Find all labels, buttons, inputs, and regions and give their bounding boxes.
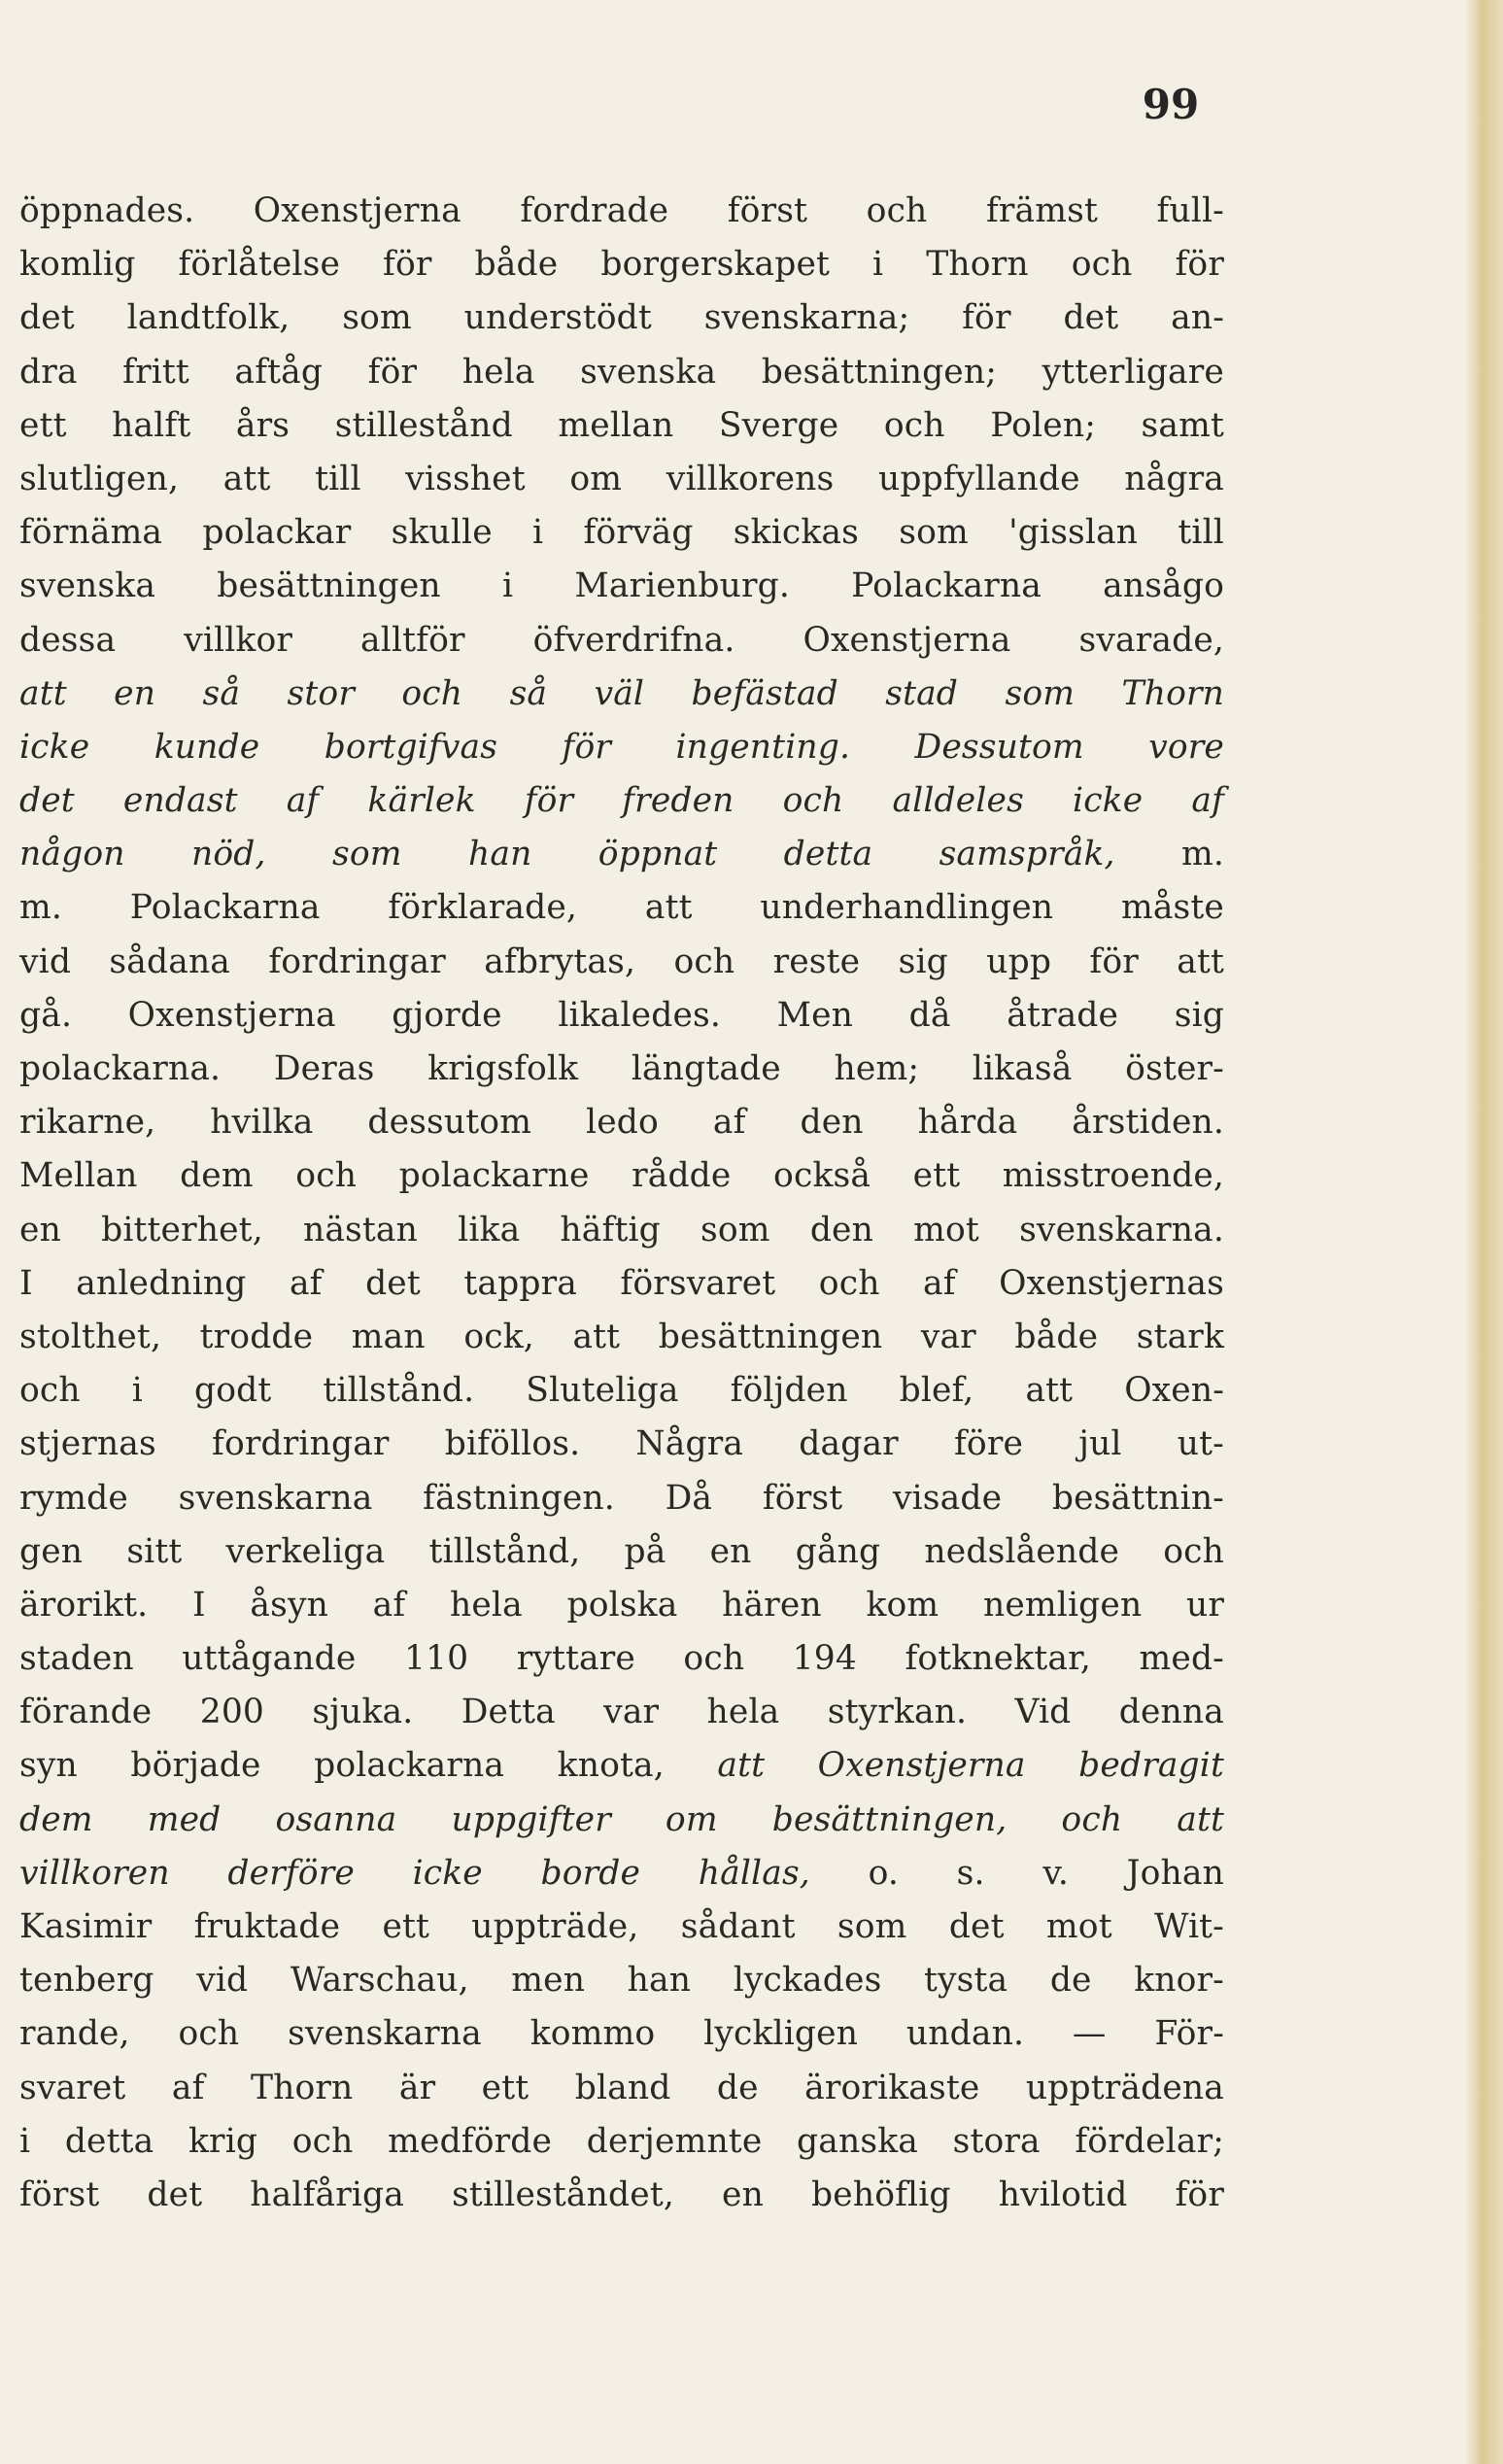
text-line-italic: icke kunde bortgifvas för ingenting. Dessutom vore — [19, 727, 1224, 767]
text-line: i detta krig och medförde derjemnte ganska stora fördelar; — [19, 2121, 1224, 2161]
text-line: stolthet, trodde man ock, att besättningen var både stark — [19, 1317, 1224, 1356]
text-line: staden uttågande 110 ryttare och 194 fotknektar, med- — [19, 1639, 1224, 1679]
text-line: stjernas fordringar biföllos. Några dagar före jul ut- — [19, 1424, 1224, 1464]
text-line-italic: dem med osanna uppgifter om besättningen, och att — [19, 1799, 1224, 1839]
text-line: det landtfolk, som understödt svenskarna; för det an- — [19, 298, 1224, 338]
text-line: öppnades. Oxenstjerna fordrade först och främst full- — [19, 191, 1224, 230]
text-line: m. Polackarna förklarade, att underhandlingen måste — [19, 888, 1224, 928]
text-line: ärorikt. I åsyn af hela polska hären kom nemligen ur — [19, 1585, 1224, 1625]
text-line: svaret af Thorn är ett bland de ärorikaste uppträdena — [19, 2068, 1224, 2107]
text-line: gå. Oxenstjerna gjorde likaledes. Men då åtrade sig — [19, 995, 1224, 1035]
text-line: slutligen, att till visshet om villkorens uppfyllande några — [19, 459, 1224, 498]
text-line: tenberg vid Warschau, men han lyckades tysta de knor- — [19, 1961, 1224, 2001]
page-number: 99 — [1142, 81, 1200, 128]
text-line: förnäma polackar skulle i förväg skickas som 'gisslan till — [19, 513, 1224, 553]
text-line-mixed: någon nöd, som han öppnat detta samspråk, m. — [19, 835, 1224, 874]
body-text — [19, 185, 1224, 2222]
text-line-italic: det endast af kärlek för freden och alldeles icke af — [19, 781, 1224, 821]
text-line: rikarne, hvilka dessutom ledo af den hårda årstiden. — [19, 1103, 1224, 1143]
text-line: Mellan dem och polackarne rådde också ett misstroende, — [19, 1156, 1224, 1196]
text-line: dessa villkor alltför öfverdrifna. Oxenstjerna svarade, — [19, 620, 1224, 660]
text-line: och i godt tillstånd. Sluteliga följden blef, att Oxen- — [19, 1371, 1224, 1411]
text-line: vid sådana fordringar afbrytas, och reste sig upp för att — [19, 941, 1224, 981]
text-line-mixed: villkoren derföre icke borde hållas, o. s. v. Johan — [19, 1853, 1224, 1893]
text-line: förande 200 sjuka. Detta var hela styrkan. Vid denna — [19, 1693, 1224, 1732]
text-line: I anledning af det tappra försvaret och af Oxenstjernas — [19, 1263, 1224, 1303]
text-line-italic: att en så stor och så väl befästad stad som Thorn — [19, 673, 1224, 713]
text-line-mixed: syn började polackarna knota, att Oxenstjerna bedragit — [19, 1746, 1224, 1786]
text-line: svenska besättningen i Marienburg. Polackarna ansågo — [19, 566, 1224, 606]
text-line: Kasimir fruktade ett uppträde, sådant som det mot Wit- — [19, 1907, 1224, 1946]
text-line: först det halfåriga stilleståndet, en behöflig hvilotid för — [19, 2174, 1224, 2214]
text-line: ett halft års stillestånd mellan Sverge och Polen; samt — [19, 405, 1224, 445]
text-line: rande, och svenskarna kommo lyckligen undan. — För- — [19, 2014, 1224, 2054]
text-line: dra fritt aftåg för hela svenska besättningen; ytterligare — [19, 352, 1224, 392]
page-edge — [1466, 0, 1503, 2464]
text-line: gen sitt verkeliga tillstånd, på en gång nedslående och — [19, 1531, 1224, 1571]
text-line: rymde svenskarna fästningen. Då först visade besättnin- — [19, 1478, 1224, 1518]
text-line: komlig förlåtelse för både borgerskapet i Thorn och för — [19, 245, 1224, 285]
text-line: polackarna. Deras krigsfolk längtade hem; likaså öster- — [19, 1049, 1224, 1088]
text-line: en bitterhet, nästan lika häftig som den mot svenskarna. — [19, 1210, 1224, 1249]
